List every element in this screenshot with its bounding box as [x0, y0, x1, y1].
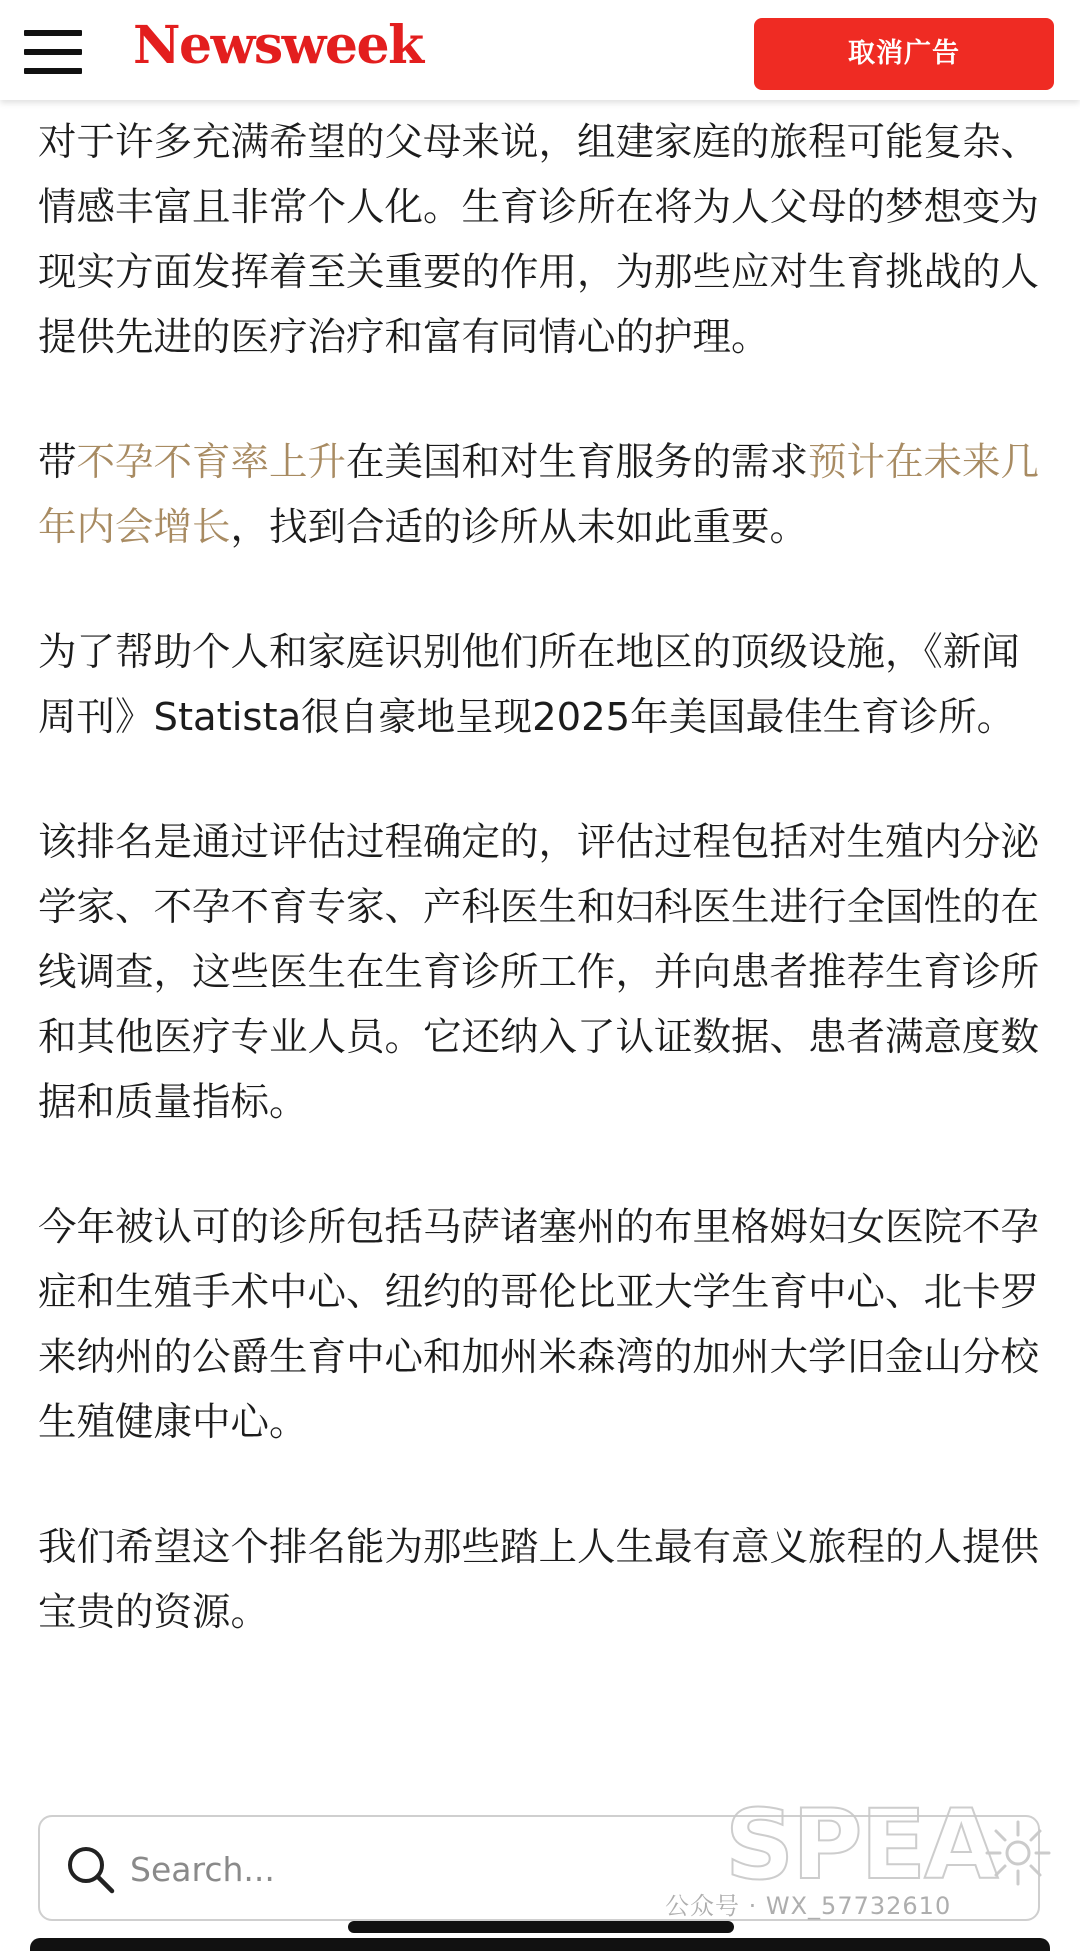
top-navigation-bar [0, 0, 1080, 100]
search-bar[interactable] [38, 1815, 1040, 1921]
article-body [38, 110, 1048, 1705]
home-indicator[interactable] [348, 1921, 734, 1933]
infertility-rate-link[interactable]: 不孕不育率上升 [76, 440, 347, 485]
search-input[interactable] [128, 1837, 732, 1901]
cancel-ad-button[interactable]: 取消广告 [754, 18, 1054, 90]
bottom-bar-edge [30, 1938, 1050, 1951]
article-paragraph-2 [38, 430, 1048, 560]
article-paragraph-1: 对于许多充满希望的父母来说，组建家庭的旅程可能复杂、情感丰富且非常个人化。生育诊所在将为人父母的梦想变为现实方面发挥着至关重要的作用，为那些应对生育挑战的人提供先进的医疗治疗和富有同情心的护理。 [38, 120, 1040, 360]
article-paragraph-6: 我们希望这个排名能为那些踏上人生最有意义旅程的人提供宝贵的资源。 [38, 1525, 1040, 1635]
article-paragraph-5: 今年被认可的诊所包括马萨诸塞州的布里格姆妇女医院不孕症和生殖手术中心、纽约的哥伦比亚大学生育中心、北卡罗来纳州的公爵生育中心和加州米森湾的加州大学旧金山分校生殖健康中心。 [38, 1205, 1040, 1445]
article-paragraph-3: 为了帮助个人和家庭识别他们所在地区的顶级设施，《新闻周刊》Statista很自豪地呈现2025年美国最佳生育诊所。 [38, 630, 1020, 740]
hamburger-menu-icon[interactable] [24, 30, 82, 74]
article-paragraph-4: 该排名是通过评估过程确定的，评估过程包括对生殖内分泌学家、不孕不育专家、产科医生和妇科医生进行全国性的在线调查，这些医生在生育诊所工作，并向患者推荐生育诊所和其他医疗专业人员。它还纳入了认证数据、患者满意度数据和质量指标。 [38, 820, 1040, 1125]
paragraph-2-text-2: 在美国和对生育服务的需求 [346, 440, 809, 485]
newsweek-logo[interactable]: Newsweek [133, 15, 423, 76]
paragraph-2-text-1: 带 [38, 440, 77, 485]
paragraph-2-text-3: ，找到合适的诊所从未如此重要。 [230, 505, 809, 550]
search-icon[interactable] [62, 1841, 118, 1897]
watermark-account-text: 公众号 · WX_57732610 [665, 1892, 952, 1920]
demand-growth-link[interactable]: 预计在未来几年内会增长 [38, 440, 1040, 550]
